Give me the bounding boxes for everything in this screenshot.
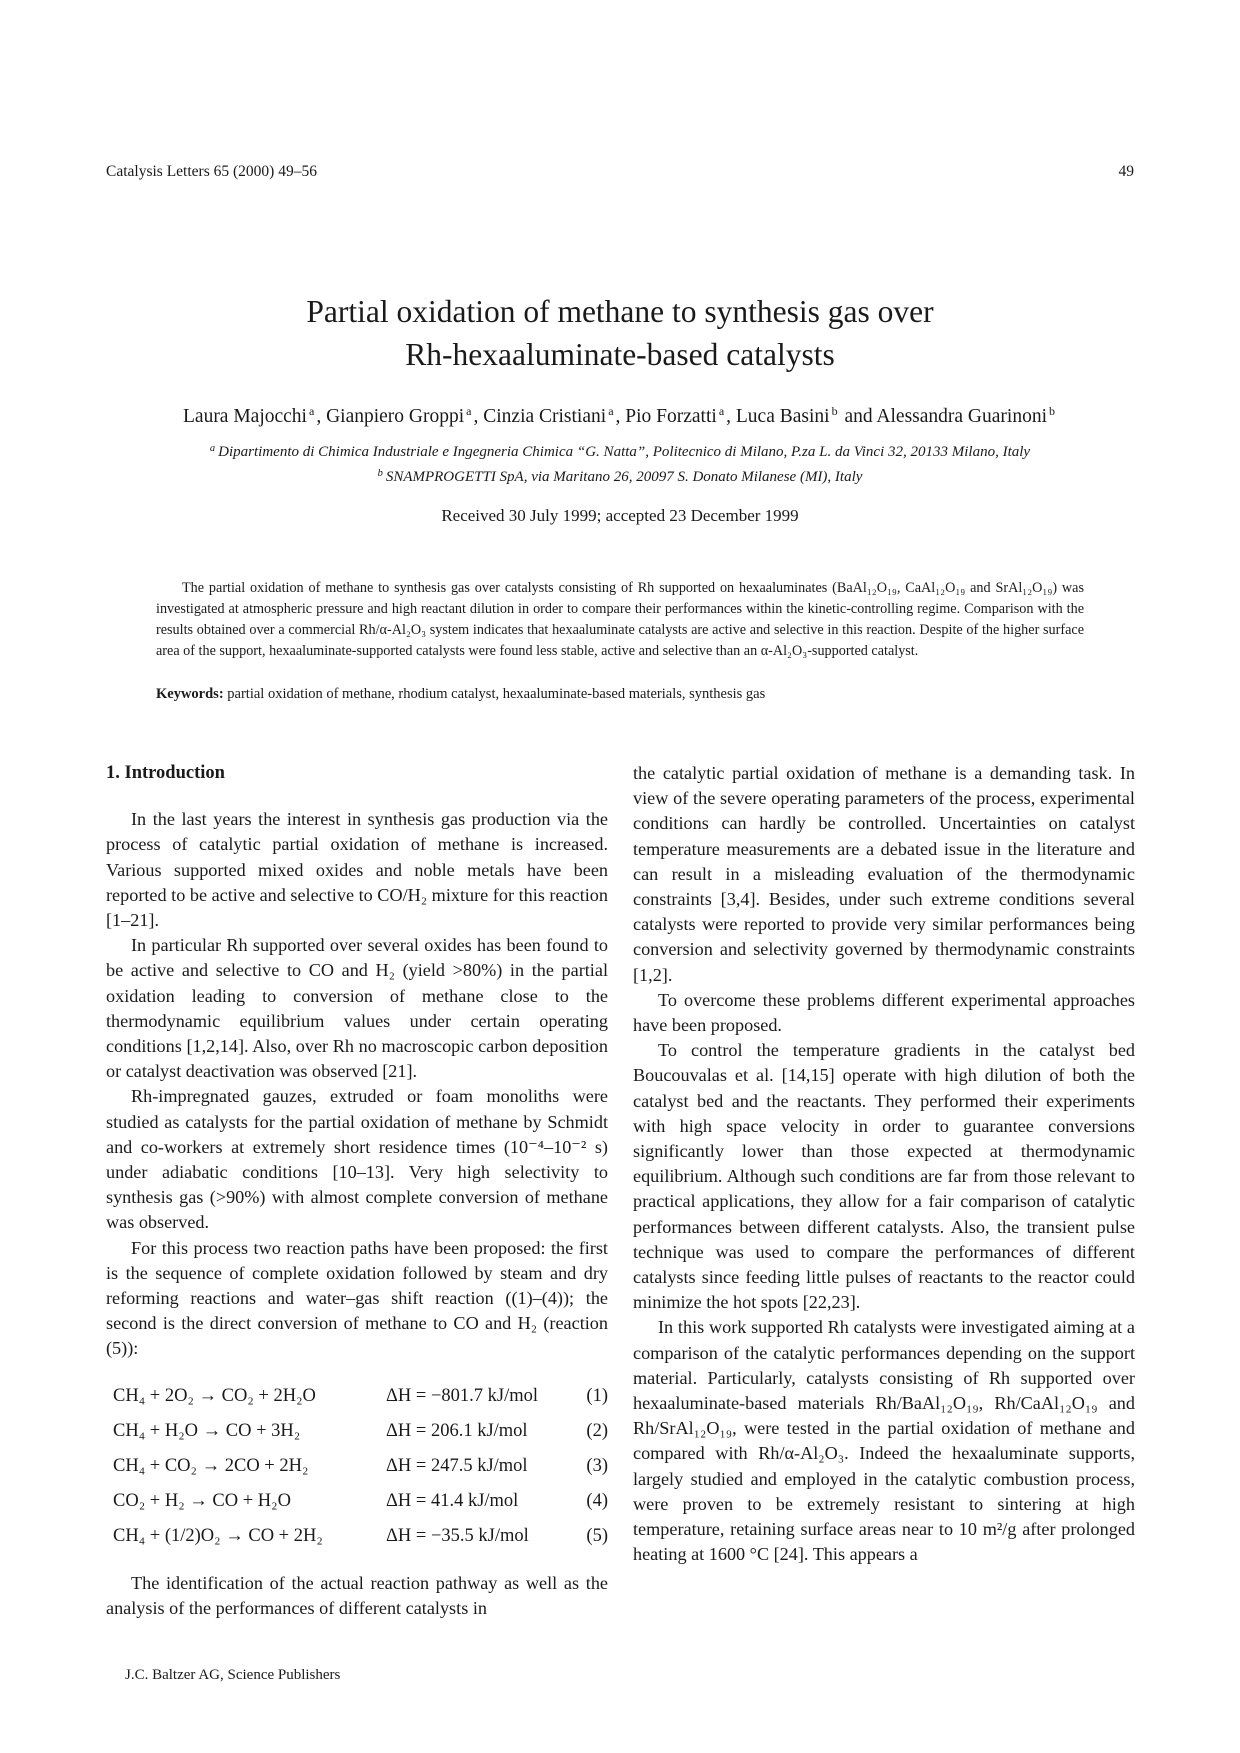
author-affiliation-mark: a bbox=[608, 404, 614, 418]
equation-enthalpy: ΔH = −801.7 kJ/mol bbox=[386, 1385, 538, 1406]
equation-reaction: CO₂ + H₂ → CO + H₂O bbox=[113, 1490, 291, 1511]
author: Gianpiero Groppi bbox=[326, 406, 465, 427]
paragraph: In particular Rh supported over several oxides has been found to be active and selective to CO and H₂ (yield >80%) in the partial oxidation leading to conversion of methane close to the thermodynamic equilibrium values under certain operating conditions [1,2,14]. Also, over Rh no macroscopic carbon deposition or catalyst deactivation was observed [21]. bbox=[106, 935, 608, 1082]
paragraph: For this process two reaction paths have been proposed: the first is the sequence of complete oxidation followed by steam and dry reforming reactions and water–gas shift reaction ((1)–(4)); the second is the direct conversion of methane to CO and H₂ (reaction (5)): bbox=[106, 1237, 608, 1359]
author-affiliation-mark: b bbox=[1049, 404, 1055, 418]
equation bbox=[106, 1484, 608, 1519]
equation-reaction: CH₄ + 2O₂ → CO₂ + 2H₂O bbox=[113, 1385, 316, 1406]
title-line-1: Partial oxidation of methane to synthesis gas over bbox=[306, 294, 934, 329]
equation-block bbox=[106, 1379, 608, 1554]
equation bbox=[106, 1414, 608, 1449]
equation-number: (3) bbox=[586, 1455, 608, 1476]
paper-title bbox=[0, 290, 1240, 376]
paragraph: the catalytic partial oxidation of methane is a demanding task. In view of the severe operating parameters of the process, experimental conditions can hardly be controlled. Uncertainties on catalyst temperature measurements are a debated issue in the literature and can result in a misleading evaluation of the thermodynamic constraints [3,4]. Besides, under such extreme conditions several catalysts were reported to provide very similar performances being conversion and selectivity governed by thermodynamic constraints [1,2]. bbox=[633, 763, 1135, 985]
author: Cinzia Cristiani bbox=[483, 406, 607, 427]
author-conjunction: and bbox=[844, 406, 873, 427]
journal-citation: Catalysis Letters 65 (2000) 49–56 bbox=[106, 163, 317, 180]
equation-reaction: CH₄ + CO₂ → 2CO + 2H₂ bbox=[113, 1455, 309, 1476]
keywords-text: partial oxidation of methane, rhodium catalyst, hexaaluminate-based materials, synthesis gas bbox=[227, 686, 766, 702]
equation-enthalpy: ΔH = −35.5 kJ/mol bbox=[386, 1525, 529, 1546]
received-dates: Received 30 July 1999; accepted 23 December 1999 bbox=[441, 506, 799, 525]
equation-enthalpy: ΔH = 206.1 kJ/mol bbox=[386, 1420, 528, 1441]
equation bbox=[106, 1379, 608, 1414]
left-column bbox=[106, 761, 608, 1621]
right-column bbox=[633, 761, 1135, 1568]
equation-reaction: CH₄ + (1/2)O₂ → CO + 2H₂ bbox=[113, 1525, 323, 1546]
keywords bbox=[156, 686, 1084, 703]
paragraph: To control the temperature gradients in the catalyst bed Boucouvalas et al. [14,15] operate with high dilution of both the catalyst bed and the reactants. They performed their experiments with high space velocity in order to guarantee conversions significantly lower than those expected at thermodynamic equilibrium. Although such conditions are far from those relevant to practical applications, they allow for a fair comparison of catalytic performances between different catalysts. Also, the transient pulse technique was used to compare the performances of different catalysts since feeding little pulses of reactants to the reactor could minimize the hot spots [22,23]. bbox=[633, 1040, 1135, 1313]
equation bbox=[106, 1519, 608, 1554]
author: Alessandra Guarinoni bbox=[876, 406, 1047, 427]
author: Luca Basini bbox=[735, 406, 830, 427]
author: Laura Majocchi bbox=[183, 406, 307, 427]
equation-number: (1) bbox=[586, 1385, 608, 1406]
title-line-2: Rh-hexaaluminate-based catalysts bbox=[405, 337, 835, 372]
affiliations bbox=[0, 438, 1240, 488]
keywords-label: Keywords: bbox=[156, 686, 224, 702]
section-heading: 1. Introduction bbox=[106, 763, 225, 783]
equation-enthalpy: ΔH = 247.5 kJ/mol bbox=[386, 1455, 528, 1476]
equation bbox=[106, 1449, 608, 1484]
author-affiliation-mark: b bbox=[831, 404, 838, 418]
paragraph: In the last years the interest in synthesis gas production via the process of catalytic partial oxidation of methane is increased. Various supported mixed oxides and noble metals have been reported to be active and selective to CO/H₂ mixture for this reaction [1–21]. bbox=[106, 809, 608, 931]
paragraph: The identification of the actual reaction pathway as well as the analysis of the performances of different catalysts in bbox=[106, 1572, 608, 1618]
author-affiliation-mark: a bbox=[308, 404, 315, 418]
equation-number: (2) bbox=[586, 1420, 608, 1441]
paragraph: Rh-impregnated gauzes, extruded or foam monoliths were studied as catalysts for the partial oxidation of methane by Schmidt and co-workers at extremely short residence times (10⁻⁴–10⁻² s) under adiabatic conditions [10–13]. Very high selectivity to synthesis gas (>90%) with almost complete conversion of methane was observed. bbox=[106, 1086, 608, 1233]
paragraph: In this work supported Rh catalysts were investigated aiming at a comparison of the catalytic performances depending on the support material. Particularly, catalysts consisting of Rh supported over hexaaluminate-based materials Rh/BaAl₁₂O₁₉, Rh/CaAl₁₂O₁₉ and Rh/SrAl₁₂O₁₉, were tested in the partial oxidation of methane and compared with Rh/α-Al₂O₃. Indeed the hexaaluminate supports, largely studied and employed in the catalytic combustion process, were proven to be extremely resistant to sintering at high temperature, retaining surface areas near to 10 m²/g after prolonged heating at 1600 °C [24]. This appears a bbox=[633, 1317, 1135, 1565]
affiliation: $^b$ SNAMPROGETTI SpA, via Maritano 26, 20097 S. Donato Milanese (MI), Italy bbox=[377, 468, 863, 485]
author-affiliation-mark: a bbox=[466, 404, 472, 418]
author: Pio Forzatti bbox=[625, 406, 717, 427]
page-number: 49 bbox=[1118, 163, 1134, 180]
equation-number: (5) bbox=[586, 1525, 608, 1546]
publisher-footer: J.C. Baltzer AG, Science Publishers bbox=[125, 1667, 341, 1683]
paragraph: To overcome these problems different experimental approaches have been proposed. bbox=[633, 989, 1135, 1036]
equation-reaction: CH₄ + H₂O → CO + 3H₂ bbox=[113, 1420, 301, 1441]
author-affiliation-mark: a bbox=[718, 404, 725, 418]
equation-number: (4) bbox=[586, 1490, 608, 1511]
author-list: Laura Majocchi $^a$ , Gianpiero Groppi $^a$ , Cinzia Cristiani $^a$ , Pio Forzatti $^a$ , Luca Basini $^b$ and Alessandra Guarinoni $^b$ bbox=[183, 404, 1055, 427]
affiliation: $^a$ Dipartimento di Chimica Industriale e Ingegneria Chimica “G. Natta”, Politecnico di Milano, P.za L. da Vinci 32, 20133 Milano, Italy bbox=[209, 443, 1031, 460]
abstract: The partial oxidation of methane to synthesis gas over catalysts consisting of Rh supported on hexaaluminates (BaAl₁₂O₁₉, CaAl₁₂O₁₉ and SrAl₁₂O₁₉) was investigated at atmospheric pressure and high reactant dilution in order to compare their performances within the kinetic-controlling regime. Comparison with the results obtained over a commercial Rh/α-Al₂O₃ system indicates that hexaaluminate catalysts are active and selective in this reaction. Despite of the higher surface area of the support, hexaaluminate-supported catalysts were found less stable, active and selective than an α-Al₂O₃-supported catalyst. bbox=[156, 580, 1084, 659]
equation-enthalpy: ΔH = 41.4 kJ/mol bbox=[386, 1490, 519, 1511]
